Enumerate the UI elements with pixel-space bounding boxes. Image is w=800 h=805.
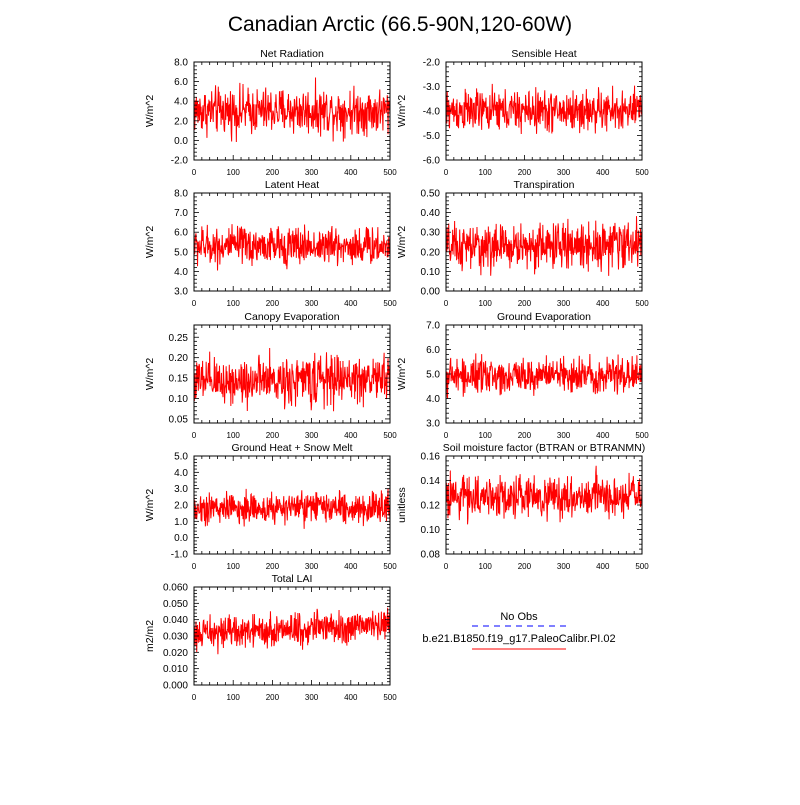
series-line <box>446 353 642 398</box>
y-axis-label: W/m^2 <box>144 94 156 128</box>
series-line <box>194 608 390 655</box>
y-tick-label: 7.0 <box>426 320 440 332</box>
y-tick-label: 6.0 <box>426 345 440 356</box>
y-axis-label: m2/m2 <box>144 619 156 653</box>
y-tick-label: 7.0 <box>174 208 188 220</box>
panel-title: Ground Heat + Snow Melt <box>231 442 353 454</box>
x-tick-label: 400 <box>596 299 610 308</box>
y-tick-label: 4.0 <box>174 467 188 479</box>
y-tick-label: -4.0 <box>422 106 440 118</box>
y-tick-label: -3.0 <box>422 82 440 93</box>
x-tick-label: 200 <box>517 168 532 177</box>
y-tick-label: 0.16 <box>420 451 440 463</box>
x-tick-label: 0 <box>443 562 449 571</box>
y-tick-label: 0.050 <box>162 598 188 610</box>
y-tick-label: 0.020 <box>162 647 188 659</box>
y-tick-label: 3.0 <box>174 484 188 496</box>
y-axis-label: W/m^2 <box>144 357 156 391</box>
panel-1 <box>144 48 397 177</box>
panel-9 <box>144 573 397 702</box>
y-tick-label: 0.08 <box>420 549 440 561</box>
y-tick-label: 1.0 <box>174 516 188 528</box>
y-tick-label: 0.0 <box>174 135 188 147</box>
y-tick-label: 4.0 <box>174 266 188 278</box>
y-tick-label: 0.20 <box>420 247 440 259</box>
series-line <box>194 78 390 142</box>
panel-3 <box>144 179 397 308</box>
x-tick-label: 100 <box>478 431 492 440</box>
x-tick-label: 500 <box>635 168 649 177</box>
x-tick-label: 100 <box>226 562 240 571</box>
y-tick-label: 0.15 <box>168 373 188 385</box>
y-tick-label: 0.030 <box>162 631 188 643</box>
x-tick-label: 400 <box>344 431 358 440</box>
x-tick-label: 500 <box>635 431 649 440</box>
y-tick-label: -6.0 <box>422 155 440 167</box>
panel-2 <box>396 48 649 177</box>
series-line <box>194 348 390 411</box>
x-tick-label: 300 <box>556 299 571 308</box>
x-tick-label: 100 <box>226 299 240 308</box>
panel-title: Canopy Evaporation <box>244 311 340 323</box>
x-tick-label: 500 <box>383 431 397 440</box>
y-tick-label: 0.14 <box>420 476 440 487</box>
x-tick-label: 500 <box>383 299 397 308</box>
panel-title: Transpiration <box>513 179 575 191</box>
x-tick-label: 100 <box>226 693 240 702</box>
x-tick-label: 100 <box>478 562 492 571</box>
x-tick-label: 300 <box>556 562 571 571</box>
y-tick-label: 0.30 <box>420 227 440 239</box>
x-tick-label: 200 <box>265 431 280 440</box>
series-line <box>194 224 390 270</box>
x-tick-label: 300 <box>304 431 319 440</box>
x-tick-label: 200 <box>265 299 280 308</box>
x-tick-label: 400 <box>344 562 358 571</box>
y-tick-label: -2.0 <box>170 155 188 167</box>
y-tick-label: 0.0 <box>174 533 188 545</box>
y-tick-label: 8.0 <box>174 57 188 69</box>
y-tick-label: 0.12 <box>420 500 440 512</box>
legend-model-label: b.e21.B1850.f19_g17.PaleoCalibr.PI.02 <box>422 633 616 645</box>
panel-7 <box>144 442 397 571</box>
x-tick-label: 300 <box>304 168 319 177</box>
x-tick-label: 100 <box>478 299 492 308</box>
x-tick-label: 200 <box>265 693 280 702</box>
legend <box>422 611 615 649</box>
y-tick-label: 2.0 <box>174 116 188 128</box>
y-tick-label: 6.0 <box>174 77 188 89</box>
y-tick-label: 0.05 <box>168 414 188 426</box>
x-tick-label: 200 <box>517 431 532 440</box>
x-tick-label: 0 <box>443 299 449 308</box>
x-tick-label: 400 <box>596 562 610 571</box>
y-tick-label: 0.40 <box>420 208 440 220</box>
legend-obs-label: No Obs <box>500 611 538 623</box>
x-tick-label: 0 <box>191 431 197 440</box>
y-axis-label: W/m^2 <box>396 94 408 128</box>
y-tick-label: 0.10 <box>168 394 188 405</box>
x-tick-label: 300 <box>304 562 319 571</box>
x-tick-label: 400 <box>344 299 358 308</box>
x-tick-label: 300 <box>556 431 571 440</box>
y-tick-label: 0.50 <box>420 188 440 200</box>
panel-8 <box>396 442 649 571</box>
y-tick-label: 0.10 <box>420 266 440 278</box>
x-tick-label: 500 <box>383 168 397 177</box>
x-tick-label: 500 <box>383 693 397 702</box>
series-line <box>446 84 642 134</box>
series-line <box>446 216 642 276</box>
x-tick-label: 200 <box>517 299 532 308</box>
x-tick-label: 200 <box>517 562 532 571</box>
x-tick-label: 0 <box>443 431 449 440</box>
panel-title: Ground Evaporation <box>497 311 591 323</box>
y-tick-label: 8.0 <box>174 188 188 200</box>
y-tick-label: 0.00 <box>420 286 440 298</box>
y-tick-label: 3.0 <box>426 418 440 430</box>
x-tick-label: 100 <box>226 431 240 440</box>
x-tick-label: 500 <box>635 562 649 571</box>
panel-title: Latent Heat <box>264 179 320 191</box>
x-tick-label: 0 <box>191 168 197 177</box>
y-tick-label: 6.0 <box>174 227 188 239</box>
series-line <box>446 466 642 525</box>
x-tick-label: 300 <box>556 168 571 177</box>
x-tick-label: 100 <box>478 168 492 177</box>
y-tick-label: 5.0 <box>174 451 188 463</box>
y-tick-label: 5.0 <box>426 369 440 381</box>
panel-title: Sensible Heat <box>511 48 577 60</box>
x-tick-label: 400 <box>344 693 358 702</box>
y-axis-label: W/m^2 <box>144 488 156 522</box>
y-tick-label: -5.0 <box>422 131 440 142</box>
x-tick-label: 400 <box>596 168 610 177</box>
y-tick-label: 4.0 <box>426 394 440 405</box>
y-tick-label: -2.0 <box>422 57 440 69</box>
y-tick-label: 0.10 <box>420 525 440 536</box>
y-tick-label: 0.20 <box>168 353 188 365</box>
series-line <box>194 488 390 529</box>
x-tick-label: 300 <box>304 693 319 702</box>
y-tick-label: 3.0 <box>174 286 188 298</box>
panel-6 <box>396 311 649 440</box>
x-tick-label: 0 <box>443 168 449 177</box>
x-tick-label: 500 <box>635 299 649 308</box>
y-tick-label: 0.000 <box>162 680 188 692</box>
panel-5 <box>144 311 397 440</box>
y-tick-label: 0.060 <box>162 582 188 594</box>
y-axis-label: W/m^2 <box>396 225 408 259</box>
y-tick-label: 0.010 <box>162 664 188 676</box>
y-tick-label: 0.25 <box>168 332 188 344</box>
y-tick-label: 0.040 <box>162 615 188 627</box>
y-tick-label: -1.0 <box>170 549 188 561</box>
x-tick-label: 0 <box>191 562 197 571</box>
figure-title: Canadian Arctic (66.5-90N,120-60W) <box>227 13 573 36</box>
x-tick-label: 0 <box>191 299 197 308</box>
y-tick-label: 4.0 <box>174 96 188 108</box>
y-tick-label: 2.0 <box>174 500 188 512</box>
panel-title: Soil moisture factor (BTRAN or BTRANMN) <box>442 442 646 454</box>
y-tick-label: 5.0 <box>174 247 188 259</box>
x-tick-label: 200 <box>265 168 280 177</box>
panel-title: Net Radiation <box>260 48 324 60</box>
x-tick-label: 400 <box>596 431 610 440</box>
x-tick-label: 300 <box>304 299 319 308</box>
panel-title: Total LAI <box>271 573 313 585</box>
y-axis-label: W/m^2 <box>144 225 156 259</box>
x-tick-label: 500 <box>383 562 397 571</box>
y-axis-label: W/m^2 <box>396 357 408 391</box>
x-tick-label: 400 <box>344 168 358 177</box>
x-tick-label: 200 <box>265 562 280 571</box>
panel-4 <box>396 179 649 308</box>
panels <box>144 48 649 702</box>
y-axis-label: unitless <box>396 487 408 523</box>
x-tick-label: 100 <box>226 168 240 177</box>
x-tick-label: 0 <box>191 693 197 702</box>
